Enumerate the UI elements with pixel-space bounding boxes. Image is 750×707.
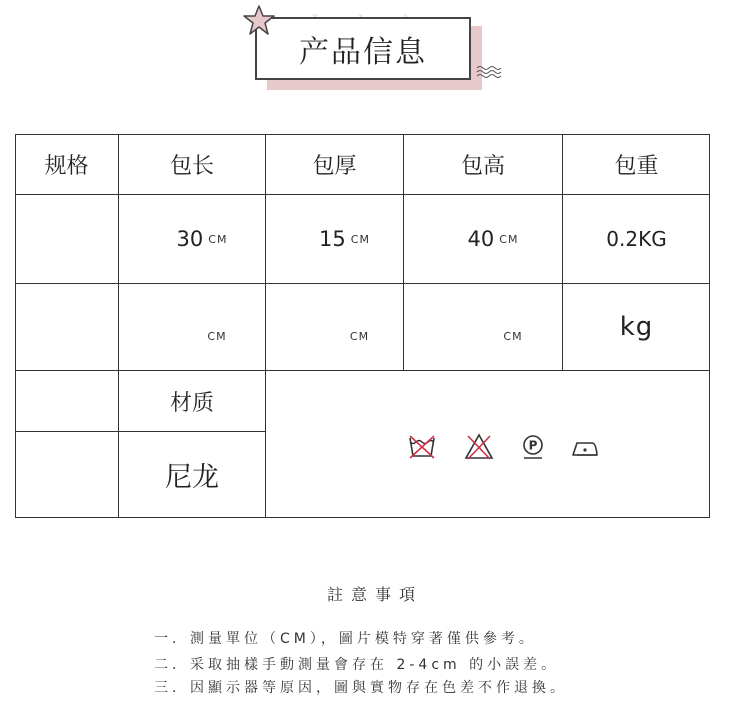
thickness-unit: CM <box>350 232 370 246</box>
note-item: 二．采取抽樣手動測量會存在 2-4cm 的小誤差。 <box>154 657 560 673</box>
notes-title: 註意事項 <box>326 585 423 604</box>
page-title: 产品信息 <box>299 34 427 70</box>
row2-weight-unit: kg <box>619 312 654 342</box>
no-wash-icon <box>407 432 437 462</box>
note-item: 一．測量單位（CM），圖片模特穿著僅供參考。 <box>154 631 537 647</box>
header-height: 包高 <box>460 154 505 179</box>
no-bleach-icon <box>464 432 494 462</box>
row2-thickness <box>266 284 403 370</box>
header-spec: 规格 <box>44 154 89 179</box>
wave-icon <box>476 64 502 78</box>
row2-height <box>404 284 562 370</box>
row2-height-unit: CM <box>503 329 523 343</box>
svg-text:P: P <box>528 438 538 453</box>
header-box <box>255 17 471 80</box>
length-unit: CM <box>208 232 228 246</box>
height-unit: CM <box>499 232 519 246</box>
header-length: 包长 <box>169 154 214 179</box>
star-icon <box>242 4 276 36</box>
length-value: 30 <box>176 227 204 251</box>
row1-weight: 0.2KG <box>606 227 667 251</box>
note-item: 三．因顯示器等原因，圖與實物存在色差不作退換。 <box>154 680 568 696</box>
row2-thickness-unit: CM <box>349 329 370 343</box>
row1-spec <box>15 195 118 283</box>
dry-clean-p-icon <box>520 432 546 462</box>
row1-height <box>404 195 562 283</box>
row2-length <box>119 284 265 370</box>
header-thickness: 包厚 <box>312 154 357 179</box>
height-value: 40 <box>467 227 495 251</box>
material-label: 材质 <box>169 390 214 416</box>
row1-length <box>119 195 265 283</box>
row1-thickness <box>266 195 403 283</box>
material-value: 尼龙 <box>165 462 219 493</box>
row2-spec <box>15 284 118 370</box>
header-weight: 包重 <box>614 154 659 179</box>
iron-low-icon <box>570 432 600 462</box>
thickness-value: 15 <box>319 227 346 251</box>
row2-length-unit: CM <box>207 329 227 343</box>
